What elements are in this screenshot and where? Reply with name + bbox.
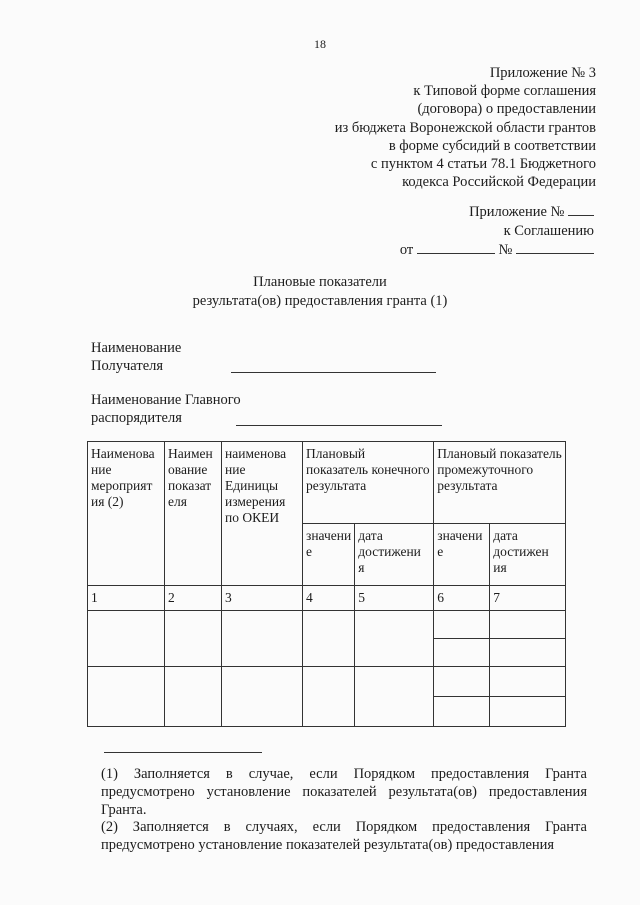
header-final-result: Плановый показатель конечного результата bbox=[303, 442, 434, 524]
footnote-1-text: (1) Заполняется в случае, если Порядком предоставления Гранта предусмотрено установление показателей результата(ов) предоставления Гранта. bbox=[101, 766, 587, 818]
col-number: 1 bbox=[88, 586, 165, 611]
footnote-divider bbox=[104, 752, 262, 753]
header-unit: наименова ние Единицы измерения по ОКЕИ bbox=[222, 442, 303, 586]
appendix-line: (договора) о предоставлении bbox=[417, 101, 596, 118]
table-cell[interactable] bbox=[222, 611, 303, 667]
col-number: 5 bbox=[355, 586, 434, 611]
header-indicator: Наимен ование показат еля bbox=[165, 442, 222, 586]
manager-input-line[interactable] bbox=[236, 425, 442, 426]
recipient-input-line[interactable] bbox=[231, 372, 436, 373]
col-number: 3 bbox=[222, 586, 303, 611]
header-interim-value: значени е bbox=[434, 524, 490, 586]
manager-label-line: распорядителя bbox=[91, 410, 182, 426]
col-number: 4 bbox=[303, 586, 355, 611]
col-number: 2 bbox=[165, 586, 222, 611]
footnote-2 bbox=[87, 818, 587, 854]
table-cell[interactable] bbox=[303, 611, 355, 667]
appendix-line: в форме субсидий в соответствии bbox=[388, 137, 596, 154]
table-cell[interactable] bbox=[434, 639, 490, 667]
header-event: Наименова ние мероприят ия (2) bbox=[88, 442, 165, 586]
footnote-2-text: (2) Заполняется в случаях, если Порядком предоставления Гранта предусмотрено установление показателей результата(ов) предоставления bbox=[101, 819, 587, 853]
table-cell[interactable] bbox=[434, 611, 490, 639]
header-final-value: значени е bbox=[303, 524, 355, 586]
table-cell[interactable] bbox=[165, 667, 222, 727]
number-label: № bbox=[498, 242, 513, 258]
manager-label-line: Наименование Главного bbox=[91, 392, 241, 408]
recipient-label bbox=[91, 339, 181, 375]
header-interim-result: Плановый показатель промежуточного результата bbox=[434, 442, 566, 524]
number-blank[interactable] bbox=[516, 241, 594, 254]
table-cell[interactable] bbox=[88, 611, 165, 667]
table-cell[interactable] bbox=[355, 611, 434, 667]
appendix-line: из бюджета Воронежской области грантов bbox=[334, 119, 596, 136]
col-number: 7 bbox=[490, 586, 566, 611]
appendix-line: кодекса Российской Федерации bbox=[402, 174, 596, 191]
from-label: от bbox=[399, 242, 414, 258]
table-row bbox=[88, 611, 566, 639]
table-cell[interactable] bbox=[222, 667, 303, 727]
table-cell[interactable] bbox=[434, 697, 490, 727]
table-cell[interactable] bbox=[165, 611, 222, 667]
header-interim-date: дата достижен ия bbox=[490, 524, 566, 586]
page-number: 18 bbox=[314, 37, 326, 51]
table-cell[interactable] bbox=[303, 667, 355, 727]
appendix-line: к Типовой форме соглашения bbox=[413, 83, 596, 100]
table-cell[interactable] bbox=[490, 639, 566, 667]
title-line: Плановые показатели bbox=[253, 274, 387, 290]
title-line: результата(ов) предоставления гранта (1) bbox=[192, 293, 448, 309]
date-blank[interactable] bbox=[417, 241, 495, 254]
column-number-row bbox=[88, 586, 566, 611]
appendix-number-blank[interactable] bbox=[568, 203, 594, 216]
appendix-header bbox=[335, 64, 596, 191]
table-cell[interactable] bbox=[490, 667, 566, 697]
table-row bbox=[88, 667, 566, 697]
manager-label bbox=[91, 391, 241, 427]
table-cell[interactable] bbox=[355, 667, 434, 727]
recipient-label-line: Получателя bbox=[91, 358, 164, 374]
table-cell[interactable] bbox=[88, 667, 165, 727]
agreement-label: к Соглашению bbox=[503, 223, 594, 239]
agreement-appendix-label: Приложение № bbox=[469, 204, 565, 220]
recipient-label-line: Наименование bbox=[91, 340, 182, 356]
appendix-line: Приложение № 3 bbox=[489, 65, 596, 81]
appendix-line: с пунктом 4 статьи 78.1 Бюджетного bbox=[370, 156, 596, 173]
indicators-table bbox=[87, 441, 566, 727]
table-cell[interactable] bbox=[490, 697, 566, 727]
document-title bbox=[0, 273, 640, 311]
footnote-1 bbox=[87, 765, 587, 819]
agreement-reference bbox=[400, 203, 594, 260]
table-cell[interactable] bbox=[490, 611, 566, 639]
table-cell[interactable] bbox=[434, 667, 490, 697]
header-final-date: дата достижени я bbox=[355, 524, 434, 586]
col-number: 6 bbox=[434, 586, 490, 611]
